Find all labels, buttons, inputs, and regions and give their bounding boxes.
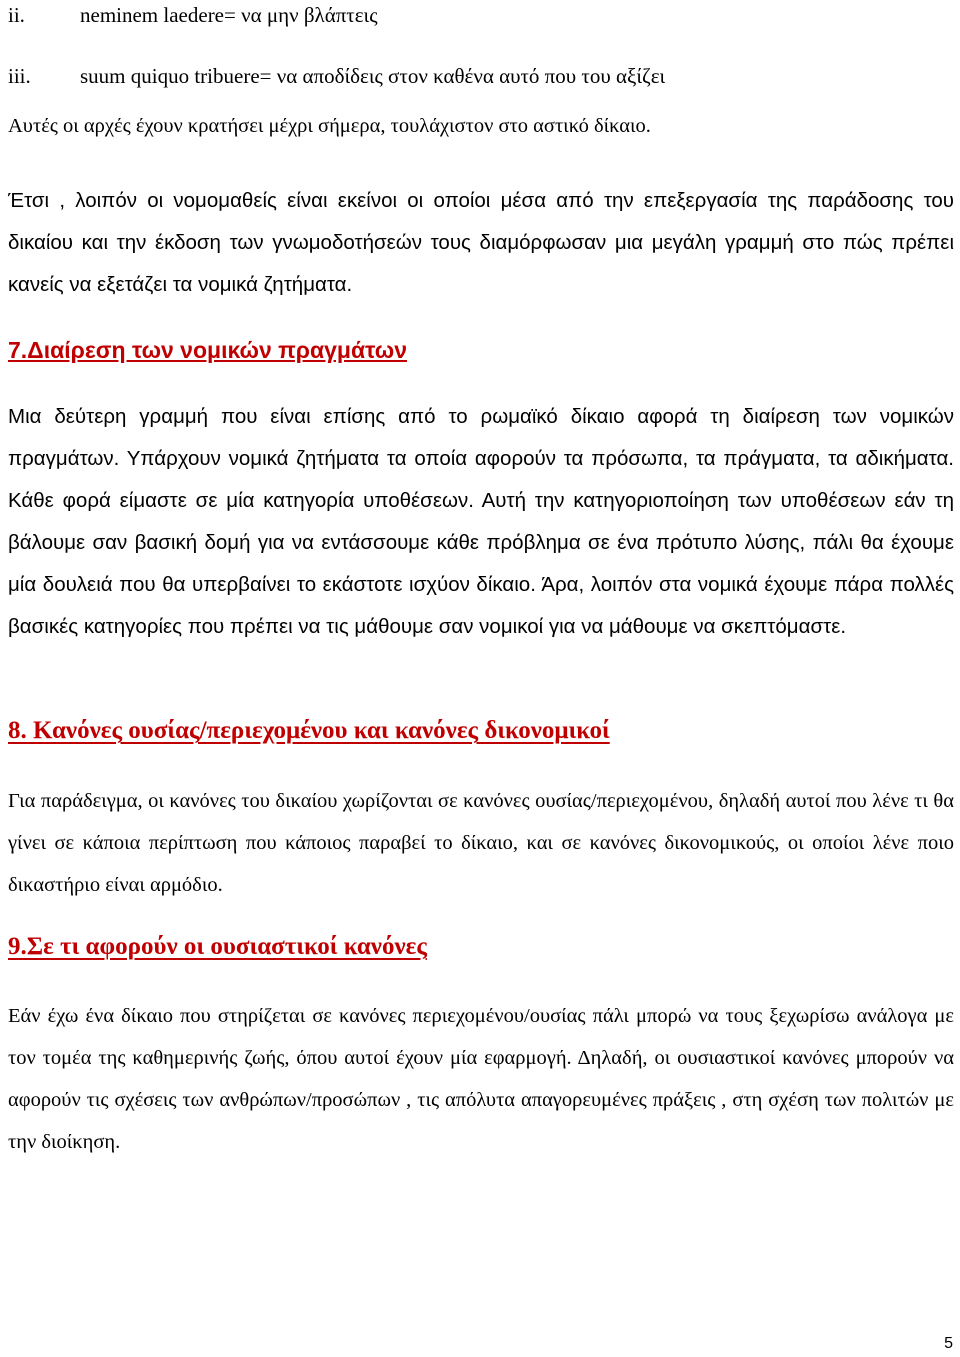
jurists-paragraph: Έτσι , λοιπόν οι νομομαθείς είναι εκείνοι οι οποίοι μέσα από την επεξεργασία της παράδοσης του δικαίου και την έκδοση των γνωμοδοτήσεών τους διαμόρφωσαν μια μεγάλη γραμμή στο πώς πρέπει κανείς να εξετάζει τα νομικά ζητήματα. — [8, 189, 954, 296]
division-paragraph: Μια δεύτερη γραμμή που είναι επίσης από το ρωμαϊκό δίκαιο αφορά τη διαίρεση των νομικών πραγμάτων. Υπάρχουν νομικά ζητήματα τα οποία αφορούν τα πρόσωπα, τα πράγματα, τα αδικήματα. Κάθε φορά είμαστε σε μία κατηγορία υποθέσεων. Αυτή την κατηγοριοποίηση των υποθέσεων εάν τη βάλουμε σαν βασική δομή για να εντάσσουμε κάθε πρόβλημα σε ένα πρότυπο λύσης, πάλι θα έχουμε μία δουλειά που θα υπερβαίνει το εκάστοτε ισχύον δίκαιο. Άρα, λοιπόν στα νομικά έχουμε πάρα πολλές βασικές κατηγορίες που πρέπει να τις μάθουμε σαν νομικοί για να μάθουμε να σκεπτόμαστε. — [8, 405, 954, 638]
section-8-heading: 8. Κανόνες ουσίας/περιεχομένου και κανόνες δικονομικοί — [8, 717, 610, 744]
list-item-text: suum quiquo tribuere= να αποδίδεις στον καθένα αυτό που του αξίζει — [80, 64, 666, 88]
section-9-heading: 9.Σε τι αφορούν οι ουσιαστικοί κανόνες — [8, 933, 427, 960]
principles-paragraph: Αυτές οι αρχές έχουν κρατήσει μέχρι σήμερα, τουλάχιστον στο αστικό δίκαιο. — [8, 115, 651, 137]
substantive-paragraph: Εάν έχω ένα δίκαιο που στηρίζεται σε κανόνες περιεχομένου/ουσίας πάλι μπορώ να τους ξεχωρίσω ανάλογα με τον τομέα της καθημερινής ζωής, όπου αυτοί έχουν μία εφαρμογή. Δηλαδή, οι ουσιαστικοί κανόνες μπορούν να αφορούν τις σχέσεις των ανθρώπων/προσώπων , τις απόλυτα απαγορευμένες πράξεις , στη σχέση των πολιτών με την διοίκηση. — [8, 1005, 954, 1153]
page-number: 5 — [944, 1335, 953, 1352]
list-item-number: ii. — [8, 3, 25, 27]
list-item-number: iii. — [8, 64, 31, 88]
rules-paragraph: Για παράδειγμα, οι κανόνες του δικαίου χωρίζονται σε κανόνες ουσίας/περιεχομένου, δηλαδή αυτοί που λένε τι θα γίνει σε κάποια περίπτωση που κάποιος παραβεί το δίκαιο, και σε κανόνες δικονομικούς, οι οποίοι λένε ποιο δικαστήριο είναι αρμόδιο. — [8, 790, 954, 896]
list-item — [8, 2, 378, 28]
section-7-heading: 7.Διαίρεση των νομικών πραγμάτων — [8, 337, 407, 363]
list-item — [8, 63, 665, 89]
list-item-text: neminem laedere= να μην βλάπτεις — [80, 3, 378, 27]
